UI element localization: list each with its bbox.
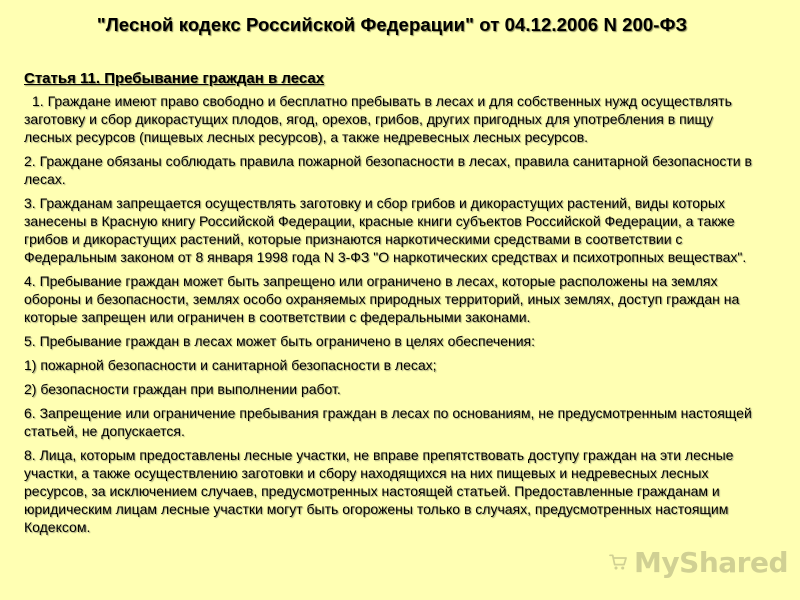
paragraph-6: 6. Запрещение или ограничение пребывания граждан в лесах по основаниям, не предусмотренным настоящей статьей, не допускается. <box>24 405 752 439</box>
paragraph-8: 8. Лица, которым предоставлены лесные участки, не вправе препятствовать доступу граждан на эти лесные участки, а также осуществлению заготовки и сбору находящихся на них пищевых и недревесных лесных ресурсов, за исключением случаев, предусмотренных настоящей статьей. Предоставленные гражданам и юридическим лицам лесные участки могут быть огорожены только в случаях, предусмотренных настоящим Кодексом. <box>24 447 734 535</box>
paragraph-5: 5. Пребывание граждан в лесах может быть ограничено в целях обеспечения: <box>24 333 536 349</box>
watermark-text: MyShared <box>634 545 788 579</box>
paragraph-5-item-2: 2) безопасности граждан при выполнении работ. <box>24 381 341 397</box>
document-title: "Лесной кодекс Российской Федерации" от 04.12.2006 N 200-ФЗ <box>96 14 688 35</box>
paragraph-3: 3. Гражданам запрещается осуществлять заготовку и сбор грибов и дикорастущих растений, виды которых занесены в Красную книгу Российской Федерации, красные книги субъектов Российской Федерации, а также грибов и дикорастущих растений, которые признаются наркотическими средствами в соответствии с Федеральным законом от 8 января 1998 года N 3-ФЗ "О наркотических средствах и психотропных веществах". <box>24 195 747 265</box>
paragraph-4: 4. Пребывание граждан может быть запрещено или ограничено в лесах, которые расположены на землях обороны и безопасности, землях особо охраняемых природных территорий, иных землях, доступ граждан на которые запрещен или ограничен в соответствии с федеральными законами. <box>24 273 740 325</box>
paragraph-2: 2. Граждане обязаны соблюдать правила пожарной безопасности в лесах, правила санитарной безопасности в лесах. <box>24 153 752 187</box>
article-heading: Статья 11. Пребывание граждан в лесах <box>24 70 325 87</box>
paragraph-5-item-1: 1) пожарной безопасности и санитарной безопасности в лесах; <box>24 357 437 373</box>
paragraph-1: 1. Граждане имеют право свободно и бесплатно пребывать в лесах и для собственных нужд осуществлять заготовку и сбор дикорастущих плодов, ягод, орехов, грибов, других пригодных для употребления в пищу лесных ресурсов (пищевых лесных ресурсов), а также недревесных лесных ресурсов. <box>24 93 732 145</box>
